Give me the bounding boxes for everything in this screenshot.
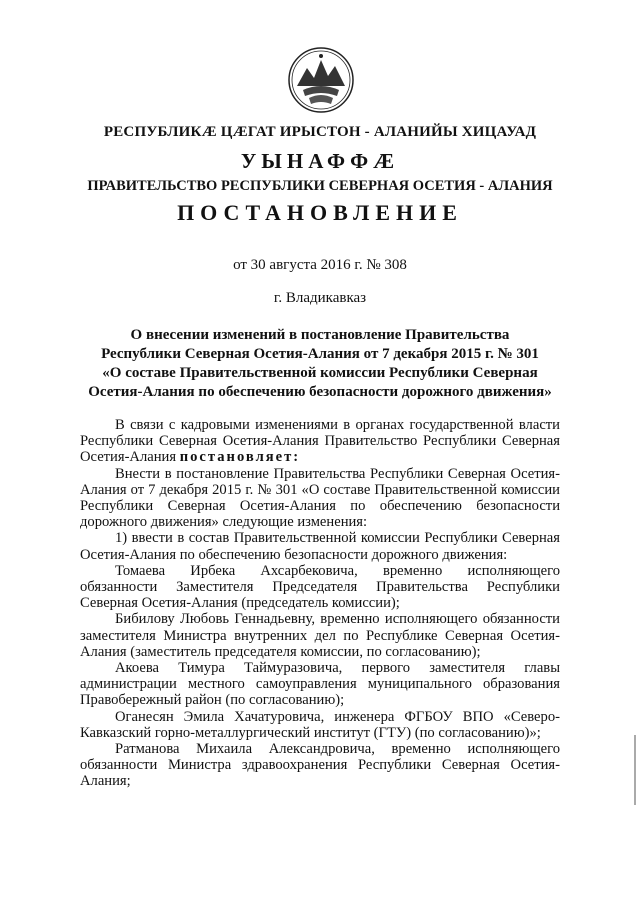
header-ossetian-government: РЕСПУБЛИКӔ ЦӔГАТ ИРЫСТОН - АЛАНИЙЫ ХИЦАУАД [103,124,537,140]
coat-of-arms-emblem [287,46,355,114]
header-government-name: ПРАВИТЕЛЬСТВО РЕСПУБЛИКИ СЕВЕРНАЯ ОСЕТИЯ - АЛАНИЯ [87,178,553,194]
text-line [80,449,560,465]
text-line: Бибилову Любовь Геннадьевну, временно исполняющего обязанности [115,611,560,628]
paragraph-member-bibilova [80,611,560,660]
text-line: Оганесян Эмила Хачатуровича, инженера ФГБОУ ВПО «Северо- [115,708,560,725]
decree-body [80,417,560,790]
text-line: Акоева Тимура Таймуразовича, первого заместителя главы [115,660,560,677]
text-line: Томаева Ирбека Ахсарбековича, временно исполняющего [115,562,560,579]
text-line: Правобережный район (по согласованию); [80,692,345,709]
decree-title-line: Осетия-Алания по обеспечению безопасности дорожного движения» [88,384,552,400]
decree-date-number: от 30 августа 2016 г. № 308 [233,257,407,273]
decree-title [60,326,580,402]
text-line: Республики Северная Осетия-Алания по обеспечению безопасности [80,498,560,515]
decree-title-line: Республики Северная Осетия-Алания от 7 декабря 2015 г. № 301 [101,346,539,362]
paragraph-member-tomaev [80,563,560,612]
paragraph-member-ratmanov [80,741,560,790]
text-line: обязанности Заместителя Председателя Правительства Республики [80,579,560,596]
decree-title-line: «О составе Правительственной комиссии Республики Северная [102,365,538,381]
decree-city: г. Владикавказ [273,290,367,306]
text-line: Осетия-Алания по обеспечению безопасности дорожного движения: [80,546,508,563]
text-fragment: Осетия-Алания [80,449,180,466]
text-line: Внести в постановление Правительства Республики Северная Осетия- [115,465,560,482]
text-line: заместителя Министра внутренних дел по Республике Северная Осетия- [80,627,560,644]
paragraph-item-1 [80,530,560,562]
paragraph-preamble [80,417,560,466]
text-line: администрации местного самоуправления муниципального образования [80,676,560,693]
text-line: Ратманова Михаила Александровича, временно исполняющего [115,741,560,758]
text-line: В связи с кадровыми изменениями в органах государственной власти [115,417,560,433]
document-type-title: ПОСТАНОВЛЕНИЕ [177,200,463,225]
paragraph-member-akoev [80,660,560,709]
text-line: Алания; [80,773,131,790]
header-ossetian-decree: УЫНАФФӔ [240,149,400,173]
text-line: Кавказский горно-металлургический институт (ГТУ) (по согласованию)»; [80,724,541,741]
decree-title-line: О внесении изменений в постановление Правительства [130,327,510,343]
text-line: 1) ввести в состав Правительственной комиссии Республики Северная [115,530,560,547]
text-line: Алания (заместитель председателя комиссии, по согласованию); [80,643,481,660]
text-line: обязанности Министра здравоохранения Республики Северная Осетия- [80,757,560,774]
paragraph-member-oganesyan [80,709,560,741]
text-line: Алания от 7 декабря 2015 г. № 301 «О составе Правительственной комиссии [80,481,560,498]
text-line: Республики Северная Осетия-Алания Правительство Республики Северная [80,433,560,450]
text-line: Северная Осетия-Алания (председатель комиссии); [80,595,400,612]
resolves-keyword: постановляет: [179,449,301,466]
text-line: дорожного движения» следующие изменения: [80,514,368,531]
scan-edge-mark [634,735,636,805]
paragraph-amendment [80,466,560,531]
